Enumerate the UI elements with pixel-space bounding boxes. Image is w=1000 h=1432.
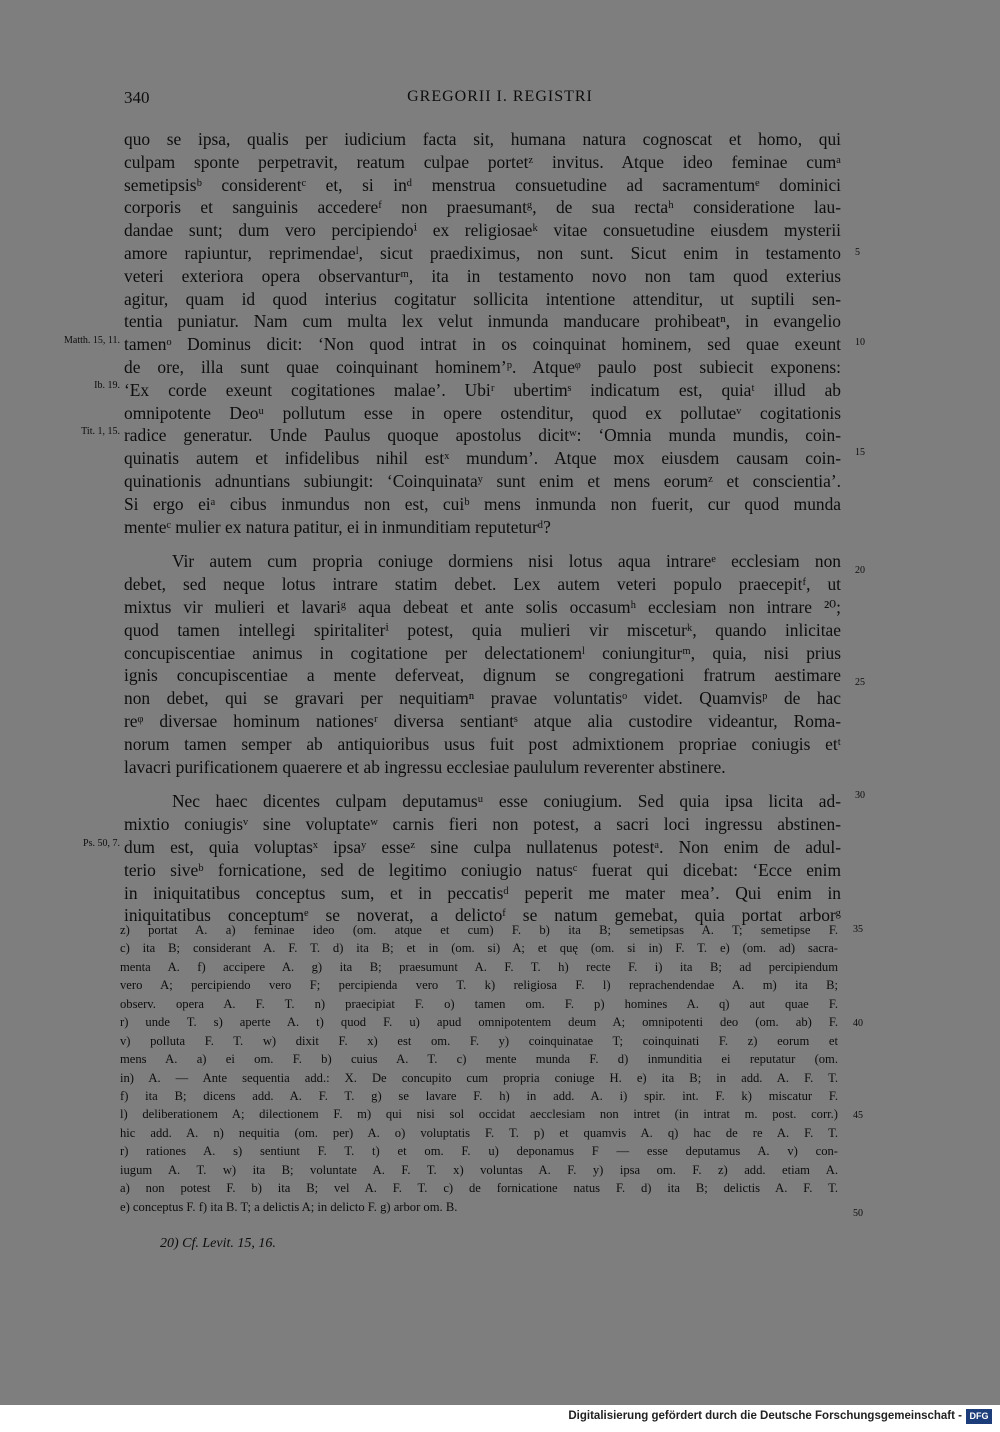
footnote-line-number: 45 (853, 1110, 863, 1121)
line-number: 10 (855, 337, 865, 348)
body-line: culpam sponte perpetravit, reatum culpae portetᶻ invitus. Atque ideo feminae cumᵃ (124, 151, 841, 172)
line-number: 25 (855, 677, 865, 688)
body-line: amore rapiuntur, reprimendaeˡ, sicut praediximus, non sunt. Sicut enim in testamento (124, 242, 841, 263)
footnote-line: r) unde T. s) aperte A. t) quod F. u) apud omnipotentem deum A; omnipotenti deo (om. ab) F. (120, 1015, 838, 1030)
body-line: iniquitatibus conceptumᵉ se noverat, a delictoᶠ se natum gemebat, quia portat arborᵍ (124, 905, 841, 926)
footnote-line: v) polluta F. T. w) dixit F. x) est om. F. y) coinquinatae T; coinquinati F. z) eorum et (120, 1033, 838, 1048)
body-line: de ore, illa sunt quae coinquinant hominem’ᵖ. Atqueᵠ paulo post subiecit exponens: (124, 356, 841, 377)
footnotes (120, 921, 838, 1216)
body-line: ignis concupiscentiae a mente deferveat, dignum se congregationi fratrum aestimare (124, 665, 841, 686)
body-line: ‘Ex corde exeunt cogitationes malae’. Ubiʳ ubertimˢ indicatum est, quiaᵗ illud ab (124, 379, 841, 400)
marginal-reference: Tit. 1, 15. (81, 426, 120, 437)
line-number: 30 (855, 790, 865, 801)
body-line: reᵠ diversae hominum nationesʳ diversa sentiantˢ atque alia custodire videantur, Roma- (124, 710, 841, 731)
body-line: Si ergo eiᵃ cibus inmundus non est, cuiᵇ mens inmunda non fuerit, cur quod munda (124, 493, 841, 514)
line-number: 20 (855, 565, 865, 576)
reference-note: 20) Cf. Levit. 15, 16. (160, 1236, 276, 1251)
footnote-line: hic add. A. n) nequitia (om. per) A. o) voluptatis F. T. p) et quamvis A. q) hac de re A. F. T. (120, 1125, 838, 1140)
running-head: GREGORII I. REGISTRI (407, 88, 593, 105)
body-line: corporis et sanguinis accedereᶠ non praesumantᵍ, de sua rectaʰ consideratione lau- (124, 197, 841, 218)
footnote-line: r) rationes A. s) sentiunt F. T. t) et om. F. u) deponamus F — esse deputamus A. v) con- (120, 1144, 838, 1159)
funding-notice: Digitalisierung gefördert durch die Deutsche Forschungsgemeinschaft - (568, 1410, 962, 1422)
footnote-line: observ. opera A. F. T. n) praecipiat F. o) tamen om. F. p) homines A. q) aut quae F. (120, 996, 838, 1011)
footnote-line: l) deliberationem A; dilectionem F. m) qui nisi sol occidat aecclesiam non intret (in intrat m. post. corr.) (120, 1107, 838, 1122)
body-line: semetipsisᵇ considerentᶜ et, si inᵈ menstrua consuetudine ad sacramentumᵉ dominici (124, 174, 841, 195)
footnote-line-number: 50 (853, 1208, 863, 1219)
body-line: norum tamen semper ab antiquioribus usus fuit post admixtionem propriae coniugis etᵗ (124, 733, 841, 754)
body-line: Nec haec dicentes culpam deputamusᵘ esse coniugium. Sed quia ipsa licita ad- (172, 791, 841, 812)
body-line: agitur, quam id quod interius cogitatur sollicita intentione attenditur, ut suptili sen- (124, 288, 841, 309)
body-line: quinationis adnuntians subiungit: ‘Coinquinataʸ sunt enim et mens eorumᶻ et conscientia’. (124, 470, 841, 491)
body-text (124, 128, 841, 927)
body-line: mixtio coniugisᵛ sine voluptateʷ carnis fieri non potest, a sacri loci ingressu abstinen- (124, 814, 841, 835)
body-line: tamenᵒ Dominus dicit: ‘Non quod intrat in os coinquinat hominem, sed quae exeunt (124, 334, 841, 355)
footnote-line: vero A; percipiendo vero F; percipienda vero T. k) religiosa F. l) reprachendendae A. m) ita B; (120, 978, 838, 993)
footnote-line: c) ita B; considerant A. F. T. d) ita B; et in (om. si) A; et quę (om. si in) F. T. e) (om. ad) sacra- (120, 941, 838, 956)
marginal-reference: Ps. 50, 7. (83, 838, 120, 849)
line-number: 15 (855, 447, 865, 458)
body-line: lavacri purificationem quaerere et ab ingressu ecclesiae paululum reverenter abstinere. (124, 756, 726, 777)
body-line: quinatis autem et infidelibus nihil estˣ mundum’. Atque mox eiusdem causam coin- (124, 448, 841, 469)
body-line: in iniquitatibus conceptus sum, et in peccatisᵈ peperit me mater mea’. Qui enim in (124, 882, 841, 903)
body-line: concupiscentiae animus in cogitatione per delectationemˡ coniungiturᵐ, quia, nisi prius (124, 642, 841, 663)
body-line: terio siveᵇ fornicatione, sed de legitimo coniugio natusᶜ fuerat qui dicebat: ‘Ecce enim (124, 859, 841, 880)
footnote-line-number: 35 (853, 924, 863, 935)
body-line: Vir autem cum propria coniuge dormiens nisi lotus aqua intrareᵉ ecclesiam non (172, 551, 841, 572)
footnote-line: menta A. f) accipere A. g) ita B; praesumunt A. F. T. h) recte F. i) ita B; ad percipiendum (120, 959, 838, 974)
body-line: quod tamen intellegi spiritaliterⁱ potest, quia mulieri vir misceturᵏ, quando inlicitae (124, 619, 841, 640)
footnote-line-number: 40 (853, 1018, 863, 1029)
body-line: dandae sunt; dum vero percipiendoⁱ ex religiosaeᵏ vitae consuetudine eiusdem mysterii (124, 220, 841, 241)
body-line: veteri exteriora opera observanturᵐ, ita in testamento novo non tam quod exterius (124, 265, 841, 286)
body-line: non debet, qui se gravari per nequitiamⁿ pravae voluntatisᵒ videt. Quamvisᵖ de hac (124, 688, 841, 709)
body-line: dum est, quia voluptasˣ ipsaʸ esseᶻ sine culpa nullatenus potestᵃ. Non enim de adul- (124, 836, 841, 857)
footnote-line: e) conceptus F. f) ita B. T; a delictis A; in delicto F. g) arbor om. B. (120, 1199, 458, 1214)
line-number: 5 (855, 247, 860, 258)
footnote-line: a) non potest F. b) ita B; vel A. F. T. c) de fornicatione natus F. d) ita B; delictis A. F. T. (120, 1181, 838, 1196)
body-line: radice generatur. Unde Paulus quoque apostolus dicitʷ: ‘Omnia munda mundis, coin- (124, 425, 841, 446)
body-line: omnipotente Deoᵘ pollutum esse in opere ostenditur, quod ex pollutaeᵛ cogitationis (124, 402, 841, 423)
body-line: debet, sed neque lotus intrare statim debet. Lex autem veteri populo praecepitᶠ, ut (124, 574, 841, 595)
footnote-line: mens A. a) ei om. F. b) cuius A. T. c) mente munda F. d) inmunditia ei reputatur (om. (120, 1052, 838, 1067)
footnote-line: f) ita B; dicens add. A. F. T. g) se lavare F. h) in add. A. i) spir. int. F. k) miscatur F. (120, 1088, 838, 1103)
page-number: 340 (124, 88, 150, 107)
body-line: quo se ipsa, qualis per iudicium facta sit, humana natura cognoscat et homo, qui (124, 129, 841, 149)
dfg-logo-icon: DFG (966, 1409, 992, 1424)
body-line: mixtus vir mulieri et lavariᵍ aqua debeat et ante solis occasumʰ ecclesiam non intrare ²⁰; (124, 596, 841, 617)
footnote-line: in) A. — Ante sequentia add.: X. De concupito cum propria coniuge H. e) ita B; in add. A. F. T. (120, 1070, 838, 1085)
footnote-line: z) portat A. a) feminae ideo (om. atque et cum) F. b) ita B; semetipsas A. T; semetipse F. (120, 923, 838, 937)
body-line: tentia puniatur. Nam cum multa lex velut inmunda manducare prohibeatⁿ, in evangelio (124, 311, 841, 332)
footnote-line: iugum A. T. w) ita B; voluntate A. F. T. x) voluntas A. F. y) ipsa om. F. z) add. etiam A. (120, 1162, 838, 1177)
body-line: menteᶜ mulier ex natura patitur, ei in inmunditiam reputeturᵈ? (124, 516, 551, 537)
marginal-reference: Ib. 19. (94, 380, 120, 391)
marginal-reference: Matth. 15, 11. (63, 335, 120, 346)
